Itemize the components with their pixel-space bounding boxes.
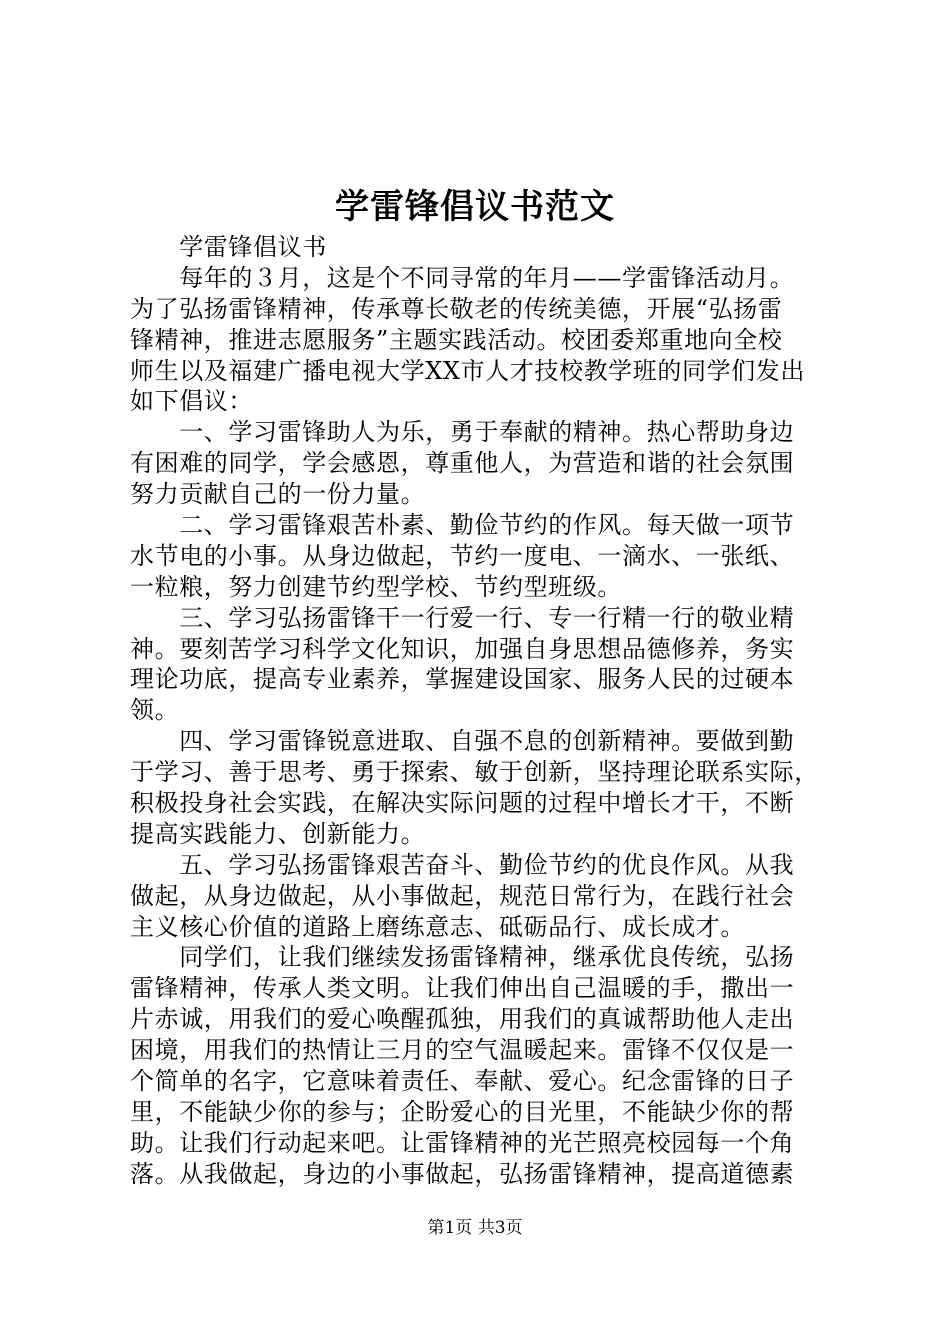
body-line: 五、学习弘扬雷锋艰苦奋斗、勤俭节约的优良作风。从我: [130, 850, 795, 879]
body-line: 每年的３月，这是个不同寻常的年月——学雷锋活动月。: [130, 263, 795, 292]
body-line: 学雷锋倡议书: [130, 233, 327, 261]
body-line: 二、学习雷锋艰苦朴素、勤俭节约的作风。每天做一项节: [130, 511, 795, 540]
body-line: 落。从我做起，身边的小事做起，弘扬雷锋精神，提高道德素: [130, 1159, 795, 1188]
body-line: 于学习、善于思考、勇于探索、敏于创新，坚持理论联系实际，: [130, 758, 819, 787]
body-line: 片赤诚，用我们的爱心唤醒孤独，用我们的真诚帮助他人走出: [130, 1005, 795, 1034]
page-footer: 第1页 共3页: [427, 1218, 523, 1238]
document-body: [130, 232, 830, 1190]
body-line: 里，不能缺少你的参与；企盼爱心的目光里，不能缺少你的帮: [130, 1097, 795, 1126]
body-line: 个简单的名字，它意味着责任、奉献、爱心。纪念雷锋的日子: [130, 1067, 795, 1096]
body-line: 如下倡议：: [130, 387, 253, 416]
body-line: 水节电的小事。从身边做起，节约一度电、一滴水、一张纸、: [130, 541, 795, 570]
body-line: 领。: [130, 696, 180, 725]
body-line: 提高实践能力、创新能力。: [130, 819, 426, 848]
body-line: 一粒粮，努力创建节约型学校、节约型班级。: [130, 572, 622, 601]
body-line: 有困难的同学，学会感恩，尊重他人，为营造和谐的社会氛围: [130, 449, 795, 478]
body-line: 为了弘扬雷锋精神，传承尊长敬老的传统美德，开展“弘扬雷: [130, 294, 783, 323]
body-line: 困境，用我们的热情让三月的空气温暖起来。雷锋不仅仅是一: [130, 1036, 795, 1065]
body-line: 努力贡献自己的一份力量。: [130, 480, 426, 509]
body-line: 主义核心价值的道路上磨练意志、砥砺品行、成长成才。: [130, 912, 745, 941]
body-line: 积极投身社会实践，在解决实际问题的过程中增长才干，不断: [130, 789, 795, 818]
body-line: 雷锋精神，传承人类文明。让我们伸出自己温暖的手，撒出一: [130, 974, 795, 1003]
document-title: 学雷锋倡议书范文: [335, 187, 615, 227]
body-line: 师生以及福建广播电视大学XX市人才技校教学班的同学们发出: [130, 356, 805, 385]
body-line: 四、学习雷锋锐意进取、自强不息的创新精神。要做到勤: [130, 727, 795, 756]
body-line: 同学们，让我们继续发扬雷锋精神，继承优良传统，弘扬: [130, 943, 795, 972]
body-line: 锋精神，推进志愿服务”主题实践活动。校团委郑重地向全校: [130, 325, 783, 354]
body-line: 理论功底，提高专业素养，掌握建设国家、服务人民的过硬本: [130, 665, 795, 694]
body-line: 做起，从身边做起，从小事做起，规范日常行为，在践行社会: [130, 881, 795, 910]
body-line: 一、学习雷锋助人为乐，勇于奉献的精神。热心帮助身边: [130, 418, 795, 447]
body-line: 助。让我们行动起来吧。让雷锋精神的光芒照亮校园每一个角: [130, 1128, 795, 1157]
body-line: 神。要刻苦学习科学文化知识，加强自身思想品德修养，务实: [130, 634, 795, 663]
body-line: 三、学习弘扬雷锋干一行爱一行、专一行精一行的敬业精: [130, 603, 795, 632]
